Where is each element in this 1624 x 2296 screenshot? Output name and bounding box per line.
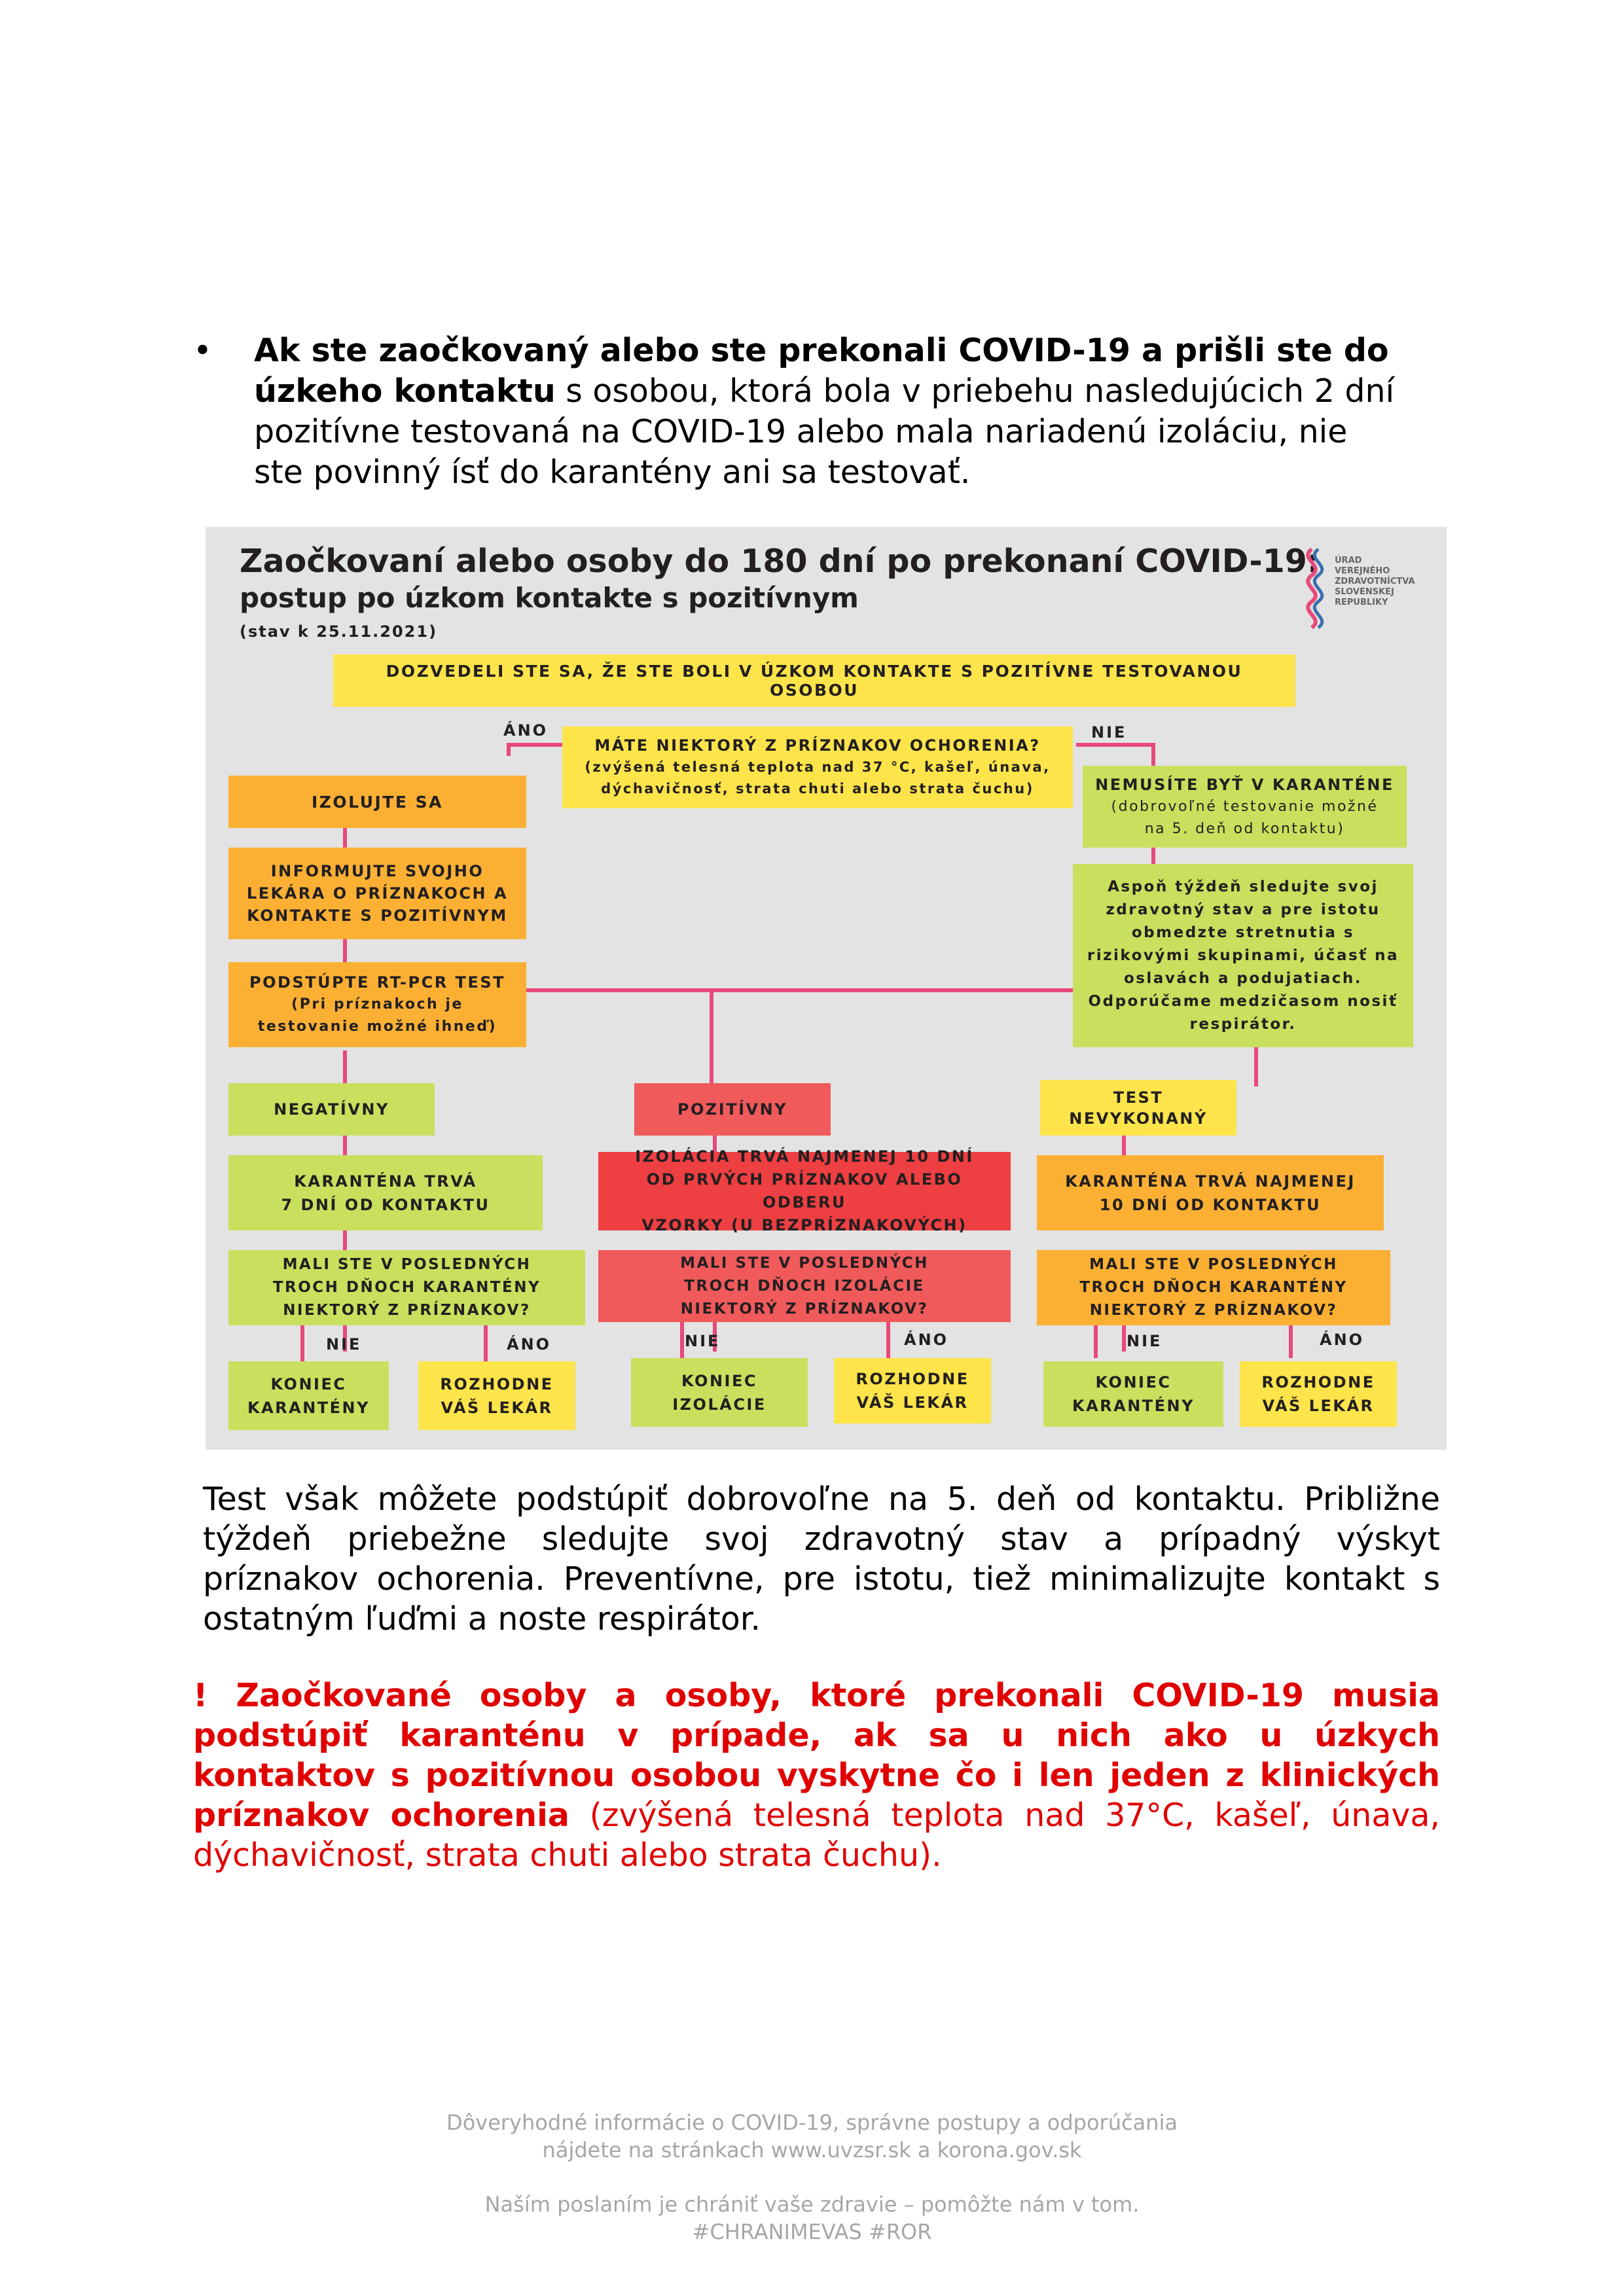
intro-line-4: ste povinný ísť do karantény ani sa testovať. [254,454,971,491]
label-ano: ÁNO [503,721,549,740]
intro-text [254,331,1485,493]
box-quarantine-7: KARANTÉNA TRVÁ 7 DNÍ OD KONTAKTU [228,1155,543,1230]
intro-rest-1: s osobou, ktorá bola v priebehu nasledujúcich 2 dní [555,372,1395,410]
box-positive: POZITÍVNY [634,1083,831,1136]
flowchart-infographic [206,527,1447,1450]
intro-bold-1: Ak ste zaočkovaný alebo ste prekonali COVID-19 a prišli ste do [254,332,1389,369]
para-line-3: príznakov ochorenia. Preventívne, pre istotu, tiež minimalizujte kontakt s [203,1560,1440,1598]
box-pcr-test: PODSTÚPTE RT-PCR TEST (Pri príznakoch je testovanie možné ihneď) [228,962,526,1047]
footer-line-4: #CHRANIMEVAS #ROR [692,2219,932,2244]
box-inform-doctor: INFORMUJTE SVOJHO LEKÁRA O PRÍZNAKOCH A KONTAKTE S POZITÍVNYM [228,848,526,939]
label-nie: NIE [1091,723,1127,742]
label-ano-3: ÁNO [1320,1331,1365,1349]
footer-line-2: nájdete na stránkach www.uvzsr.sk a korona.gov.sk [542,2138,1082,2162]
box-informed: DOZVEDELI STE SA, ŽE STE BOLI V ÚZKOM KONTAKTE S POZITÍVNE TESTOVANOU OSOBOU [333,655,1295,707]
box-doctor-decides-1: ROZHODNE VÁŠ LEKÁR [418,1361,575,1430]
intro-line-3: pozitívne testovaná na COVID-19 alebo mala nariadenú izoláciu, nie [254,413,1348,450]
infographic-subtitle: postup po úzkom kontakte s pozitívnym [240,582,859,614]
label-nie-3: NIE [1127,1332,1163,1350]
label-ano-1: ÁNO [507,1335,552,1354]
warn-line-3: kontaktov s pozitívnou osobou vyskytne čo i len jeden z klinických [193,1757,1440,1794]
para-line-1: Test však môžete podstúpiť dobrovoľne na 5. deň od kontaktu. Približne [203,1480,1440,1518]
box-test-not-done: TEST NEVYKONANÝ [1040,1080,1236,1136]
footer-info [0,2109,1624,2164]
warn-line-2: podstúpiť karanténu v prípade, ak sa u nich ako u úzkych [193,1717,1440,1754]
intro-bold-2: úzkeho kontaktu [254,372,556,410]
warn-line-4: (zvýšená telesná teplota nad 37°C, kašeľ, únava, [569,1797,1440,1834]
infographic-date: (stav k 25.11.2021) [240,622,438,641]
footer-line-3: Naším poslaním je chrániť vaše zdravie – pomôžte nám v tom. [484,2192,1140,2217]
box-ask-symptoms-2: MALI STE V POSLEDNÝCH TROCH DŇOCH IZOLÁCIE NIEKTORÝ Z PRÍZNAKOV? [598,1250,1011,1322]
warn-line-5: dýchavičnosť, strata chuti alebo strata čuchu). [193,1837,942,1874]
box-doctor-decides-2: ROZHODNE VÁŠ LEKÁR [834,1358,991,1424]
para-line-4: ostatným ľuďmi a noste respirátor. [203,1600,761,1638]
box-monitor-health: Aspoň týždeň sledujte svoj zdravotný stav a pre istotu obmedzte stretnutia s rizikovými skupinami, účasť na oslavách a podujatiach. Odporúčame medzičasom nosiť respirátor. [1073,864,1413,1047]
test-paragraph [203,1479,1440,1639]
para-line-2: týždeň priebežne sledujte svoj zdravotný stav a prípadný výskyt [203,1520,1440,1558]
box-isolate: IZOLUJTE SA [228,776,526,828]
box-isolation-10: IZOLÁCIA TRVÁ NAJMENEJ 10 DNÍ OD PRVÝCH PRÍZNAKOV ALEBO ODBERU VZORKY (U BEZPRÍZNAKOVÝCH) [598,1152,1011,1230]
logo-text: ÚRAD VEREJNÉHO ZDRAVOTNÍCTVA SLOVENSKEJ REPUBLIKY [1335,556,1415,607]
bullet-marker: • [193,332,212,369]
box-end-isolation: KONIEC IZOLÁCIE [631,1358,808,1427]
box-negative: NEGATÍVNY [228,1083,435,1136]
box-end-quarantine-2: KONIEC KARANTÉNY [1043,1361,1223,1427]
infographic-title: Zaočkovaní alebo osoby do 180 dní po prekonaní COVID-19: [240,543,1320,580]
box-ask-symptoms-1: MALI STE V POSLEDNÝCH TROCH DŇOCH KARANTÉNY NIEKTORÝ Z PRÍZNAKOV? [228,1250,585,1325]
label-nie-2: NIE [685,1332,721,1350]
footer-motto [0,2191,1624,2246]
box-quarantine-10: KARANTÉNA TRVÁ NAJMENEJ 10 DNÍ OD KONTAKTU [1037,1155,1384,1230]
box-no-quarantine: NEMUSÍTE BYŤ V KARANTÉNE (dobrovoľné testovanie možné na 5. deň od kontaktu) [1083,766,1407,848]
box-end-quarantine-1: KONIEC KARANTÉNY [228,1361,389,1430]
warn-line-1: ! Zaočkované osoby a osoby, ktoré prekonali COVID-19 musia [193,1677,1440,1714]
label-ano-2: ÁNO [904,1331,949,1349]
warn-line-4-bold: príznakov ochorenia [193,1797,569,1834]
box-doctor-decides-3: ROZHODNE VÁŠ LEKÁR [1240,1361,1397,1427]
warning-paragraph [193,1676,1440,1875]
label-nie-1: NIE [326,1335,362,1354]
footer-line-1: Dôveryhodné informácie o COVID-19, správne postupy a odporúčania [446,2110,1178,2135]
box-ask-symptoms-3: MALI STE V POSLEDNÝCH TROCH DŇOCH KARANTÉNY NIEKTORÝ Z PRÍZNAKOV? [1037,1250,1390,1325]
box-symptoms-question: MÁTE NIEKTORÝ Z PRÍZNAKOV OCHORENIA? (zvýšená telesná teplota nad 37 °C, kašeľ, únava, dýchavičnosť, strata chuti alebo strata čuchu) [562,726,1073,808]
